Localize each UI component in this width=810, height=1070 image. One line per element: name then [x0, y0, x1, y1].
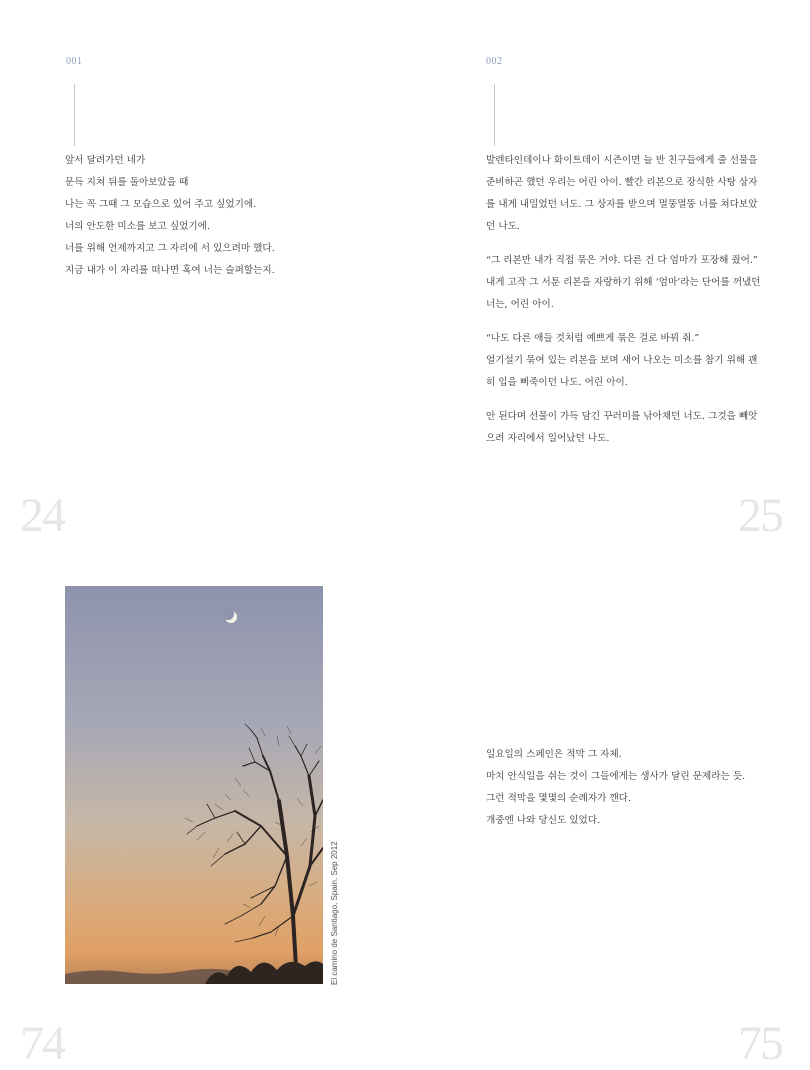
page-number-25: 25 [738, 489, 782, 542]
story-line: 준비하곤 했던 우리는 어린 아이. 빨간 리본으로 장식한 사탕 상자 [486, 177, 758, 188]
story-line: 너는, 어린 아이. [486, 299, 554, 310]
poem-line: 너의 안도한 미소를 보고 싶었기에. [65, 221, 210, 232]
story-text-block [486, 150, 761, 450]
story-line: 으려 자리에서 일어났던 나도. [486, 433, 610, 444]
poem-line: 문득 지쳐 뒤를 돌아보았을 때 [65, 177, 189, 188]
story-line: 히 입을 삐죽이던 나도. 어린 아이. [486, 377, 628, 388]
section-number-002: 002 [486, 56, 503, 67]
poem-text-block [65, 150, 275, 282]
section-number-001: 001 [66, 56, 83, 67]
section-divider-line [494, 84, 495, 146]
section-divider-line [74, 84, 75, 146]
poem-line: 너를 위해 언제까지고 그 자리에 서 있으려마 했다. [65, 243, 275, 254]
story-line: 내게 고작 그 서툰 리본을 자랑하기 위해 ‘엄마’라는 단어를 꺼냈던 [486, 277, 761, 288]
story-line: “그 리본만 내가 직접 묶은 거야. 다른 건 다 엄마가 포장해 줬어.” [486, 255, 758, 266]
essay-line: 마치 안식일을 쉬는 것이 그들에게는 생사가 달린 문제라는 듯. [486, 771, 746, 782]
page-number-24: 24 [20, 489, 64, 542]
story-line: “나도 다른 애들 것처럼 예쁘게 묶은 걸로 바꿔 줘.” [486, 333, 700, 344]
poem-line: 앞서 달려가던 네가 [65, 155, 146, 166]
essay-line: 개중엔 나와 당신도 있었다. [486, 815, 601, 826]
page-number-74: 74 [20, 1017, 64, 1070]
story-line: 발렌타인데이나 화이트데이 시즌이면 늘 반 친구들에게 줄 선물을 [486, 155, 758, 166]
essay-line: 그런 적막을 몇몇의 순례자가 깬다. [486, 793, 631, 804]
essay-line: 일요일의 스페인은 적막 그 자체. [486, 749, 622, 760]
photo-caption: El camino de Santiago, Spain, Sep 2012 [330, 841, 339, 985]
story-line: 던 나도. [486, 221, 520, 232]
essay-text-block [486, 744, 745, 832]
story-line: 를 내게 내밀었던 너도. 그 상자를 받으며 멀뚱멀뚱 너를 쳐다보았 [486, 199, 758, 210]
poem-line: 나는 꼭 그때 그 모습으로 있어 주고 싶었기에. [65, 199, 257, 210]
page-number-75: 75 [738, 1017, 782, 1070]
poem-line: 지금 내가 이 자리를 떠나면 혹여 너는 슬퍼할는지. [65, 265, 275, 276]
story-line: 얼기설기 묶여 있는 리본을 보며 새어 나오는 미소를 참기 위해 괜 [486, 355, 758, 366]
sunset-tree-photo [65, 586, 323, 984]
story-line: 안 된다며 선물이 가득 담긴 꾸러미를 낚아채던 너도. 그것을 빼앗 [486, 411, 758, 422]
